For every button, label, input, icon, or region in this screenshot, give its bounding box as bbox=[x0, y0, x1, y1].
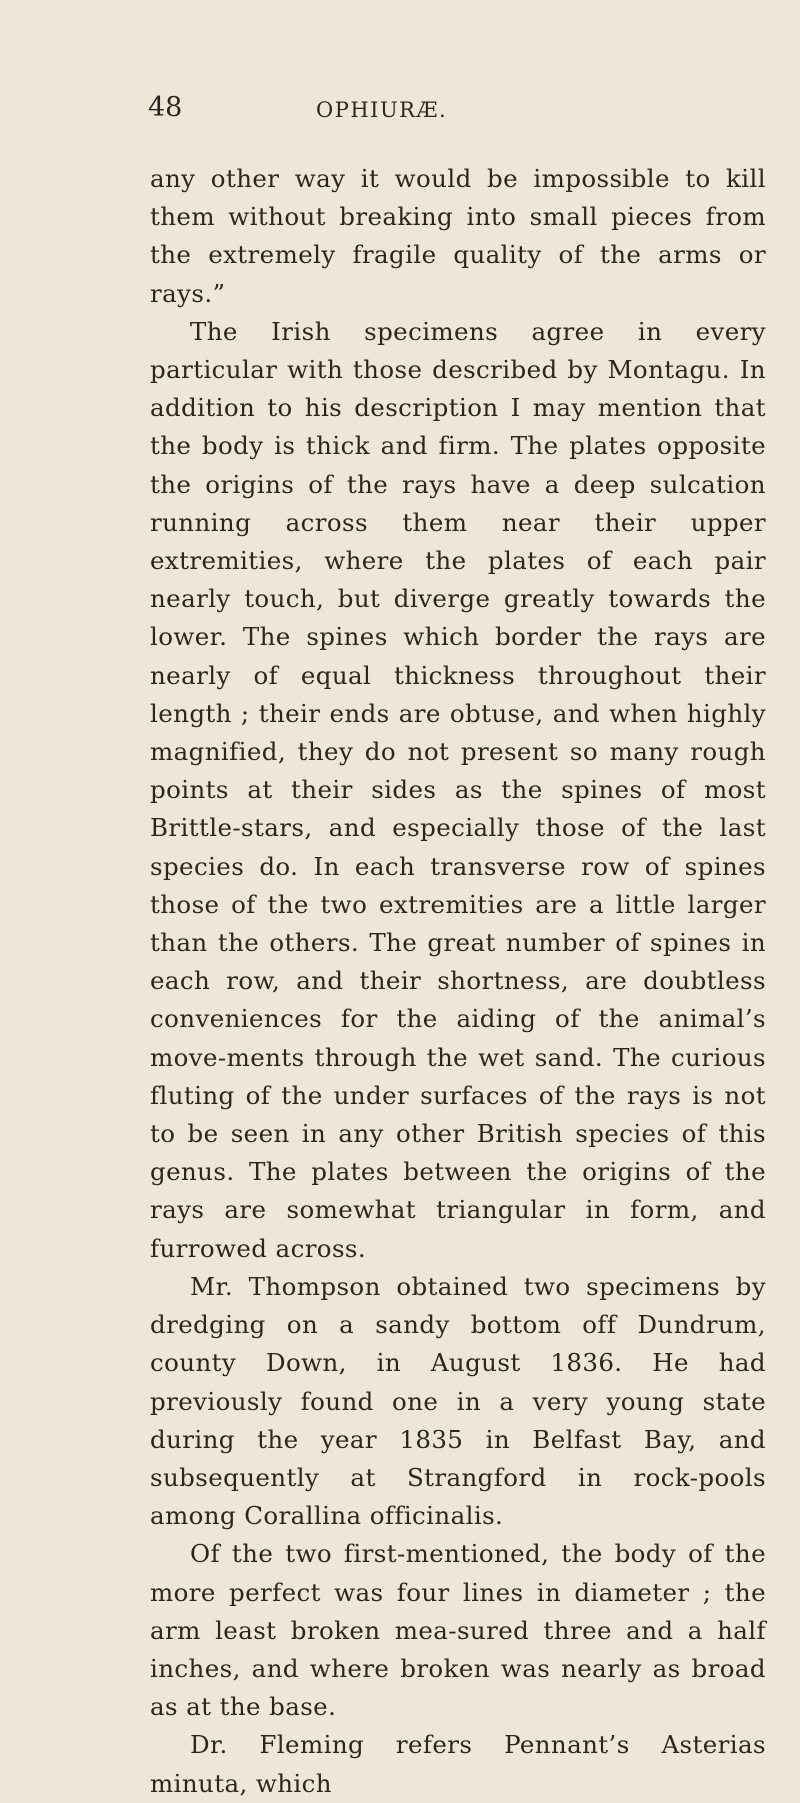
running-head: OPHIURÆ. bbox=[316, 98, 448, 122]
paragraph-2: The Irish specimens agree in every particular with those described by Montagu. In addition to his description I may mention that the body is thick and firm. The plates opposite the origins of the rays have a deep sulcation running across them near their upper extremities, where the plates of each pair nearly touch, but diverge greatly towards the lower. The spines which border the rays are nearly of equal thickness throughout their length ; their ends are obtuse, and when highly magnified, they do not present so many rough points at their sides as the spines of most Brittle-stars, and especially those of the last species do. In each transverse row of spines those of the two extremities are a little larger than the others. The great number of spines in each row, and their shortness, are doubtless conveniences for the aiding of the animal’s move-ments through the wet sand. The curious fluting of the under surfaces of the rays is not to be seen in any other British species of this genus. The plates between the origins of the rays are somewhat triangular in form, and furrowed across. bbox=[150, 316, 766, 1263]
page-header bbox=[0, 92, 800, 132]
paragraph-3: Mr. Thompson obtained two specimens by dredging on a sandy bottom off Dundrum, county Down, in August 1836. He had previously found one in a very young state during the year 1835 in Belfast Bay, and subsequently at Strangford in rock-pools among Corallina officinalis. bbox=[150, 1271, 766, 1531]
paragraph-4: Of the two first-mentioned, the body of the more perfect was four lines in diameter ; the arm least broken mea-sured three and a half inches, and where broken was nearly as broad as at the base. bbox=[150, 1539, 766, 1722]
paragraph-5: Dr. Fleming refers Pennant’s Asterias minuta, which bbox=[150, 1730, 766, 1798]
paragraph-1: any other way it would be impossible to kill them without breaking into small pieces from the extremely fragile quality of the arms or rays.” bbox=[150, 164, 766, 308]
body-text bbox=[150, 160, 766, 1803]
page-number: 48 bbox=[148, 92, 183, 123]
